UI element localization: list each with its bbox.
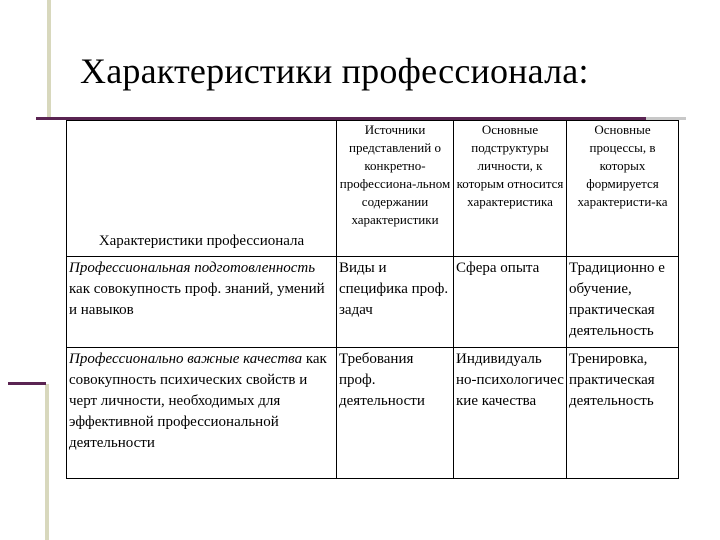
header-sources: Источники представлений о конкретно-профессиона-льном содержании характеристики	[337, 121, 454, 257]
row-processes: Тренировка, практическая деятельность	[567, 348, 679, 479]
row-characteristic	[67, 348, 337, 479]
characteristic-name: Профессионально важные качества	[69, 351, 303, 367]
decor-vertical-bar-bottom	[45, 384, 49, 540]
page-title: Характеристики профессионала:	[80, 51, 589, 91]
row-sources: Требования проф. деятельности	[337, 348, 454, 479]
header-corner: Характеристики профессионала	[67, 121, 337, 257]
row-structures: Индивидуаль но-психологичес кие качества	[454, 348, 567, 479]
table-header-row	[67, 121, 679, 257]
row-characteristic	[67, 257, 337, 348]
decor-left-tick	[8, 382, 46, 385]
header-structures: Основные подструктуры личности, к которым относится характеристика	[454, 121, 567, 257]
header-processes: Основные процессы, в которых формируется характеристи-ка	[567, 121, 679, 257]
row-sources: Виды и специфика проф. задач	[337, 257, 454, 348]
row-structures: Сфера опыта	[454, 257, 567, 348]
table-row	[67, 257, 679, 348]
characteristics-table	[66, 120, 679, 479]
characteristic-name: Профессиональная подготовленность	[69, 260, 316, 276]
decor-vertical-bar-top	[47, 0, 51, 118]
characteristic-description: как совокупность психических свойств и черт личности, необходимых для эффективной профессиональной деятельности	[69, 351, 327, 451]
table-row	[67, 348, 679, 479]
characteristic-description: как совокупность проф. знаний, умений и навыков	[69, 281, 325, 318]
row-processes: Традиционно е обучение, практическая деятельность	[567, 257, 679, 348]
